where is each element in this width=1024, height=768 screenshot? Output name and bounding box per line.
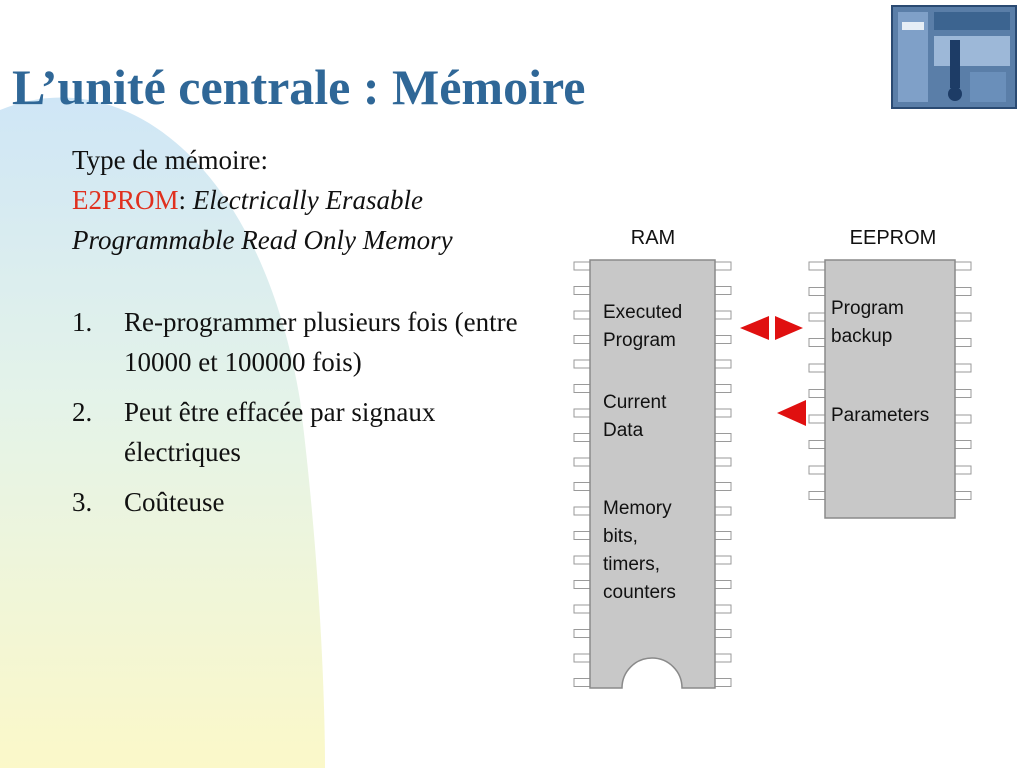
chip-pin <box>574 630 590 638</box>
chip-pin <box>809 364 825 372</box>
chip-pin <box>955 466 971 474</box>
chip-pin <box>955 262 971 270</box>
e2prom-colon: : <box>178 185 187 215</box>
chip-pin <box>809 313 825 321</box>
chip-pin <box>574 483 590 491</box>
chip-pin <box>574 360 590 368</box>
chip-pin <box>574 654 590 662</box>
chip-pin <box>809 262 825 270</box>
list-item <box>72 482 532 522</box>
slide-title: L’unité centrale : Mémoire <box>12 59 586 115</box>
eeprom-block-text: Program <box>831 298 904 319</box>
chip-pin <box>715 458 731 466</box>
ram-label: RAM <box>630 227 676 249</box>
chip-pin <box>809 492 825 500</box>
ram-block-text: Data <box>603 420 644 441</box>
arrow-right-icon <box>775 316 803 340</box>
chip-pin <box>955 364 971 372</box>
list-item <box>72 302 532 382</box>
chip-pin <box>574 434 590 442</box>
eeprom-label: EEPROM <box>849 227 937 249</box>
memory-diagram <box>565 218 985 698</box>
list-text: Re-programmer plusieurs fois (entre 10000 et 100000 fois) <box>124 307 518 377</box>
ram-block-text: Memory <box>603 498 672 519</box>
e2prom-label: E2PROM <box>72 185 179 215</box>
chip-pin <box>574 532 590 540</box>
chip-pin <box>715 385 731 393</box>
chip-pin <box>574 262 590 270</box>
chip-pin <box>809 466 825 474</box>
chip-pin <box>955 492 971 500</box>
chip-pin <box>715 654 731 662</box>
chip-pin <box>715 605 731 613</box>
chip-pin <box>715 262 731 270</box>
chip-pin <box>955 415 971 423</box>
ram-block-text: Current <box>603 392 667 413</box>
chip-pin <box>574 409 590 417</box>
eeprom-block-text: backup <box>831 326 893 347</box>
chip-pin <box>574 385 590 393</box>
memory-type-intro: Type de mémoire: <box>72 145 269 175</box>
list-text: Peut être effacée par signaux électriques <box>124 397 436 467</box>
ram-block-text: bits, <box>603 526 638 547</box>
chip-pin <box>715 360 731 368</box>
chip-pin <box>809 339 825 347</box>
chip-pin <box>955 288 971 296</box>
chip-pin <box>574 507 590 515</box>
chip-pin <box>809 288 825 296</box>
chip-pin <box>715 556 731 564</box>
list-number: 1. <box>72 307 93 337</box>
chip-pin <box>809 415 825 423</box>
e2prom-line <box>72 180 532 260</box>
ram-block-text: counters <box>603 582 676 603</box>
list-item <box>72 392 532 472</box>
list-text: Coûteuse <box>124 487 225 517</box>
chip-pin <box>574 581 590 589</box>
ram-chip <box>590 260 715 688</box>
e2prom-definition: Electrically Erasable Programmable Read Only Memory <box>72 185 453 255</box>
chip-pin <box>574 605 590 613</box>
chip-pin <box>715 409 731 417</box>
chip-pin <box>715 630 731 638</box>
chip-pin <box>955 441 971 449</box>
ram-block-text: timers, <box>603 554 660 575</box>
chip-pin <box>715 581 731 589</box>
chip-pin <box>715 311 731 319</box>
chip-pin <box>715 336 731 344</box>
chip-pin <box>574 458 590 466</box>
chip-pin <box>809 390 825 398</box>
chip-pin <box>955 390 971 398</box>
chip-pin <box>715 679 731 687</box>
list-number: 3. <box>72 487 93 517</box>
chip-pin <box>574 287 590 295</box>
arrow-left-icon <box>740 316 769 340</box>
chip-pin <box>715 483 731 491</box>
properties-list <box>72 302 532 522</box>
ram-block-text: Program <box>603 330 676 351</box>
chip-pin <box>574 556 590 564</box>
chip-pin <box>955 313 971 321</box>
ram-block-text: Executed <box>603 302 683 323</box>
chip-pin <box>574 311 590 319</box>
eeprom-block-text: Parameters <box>831 405 930 426</box>
plc-device-icon <box>890 2 1020 112</box>
arrow-left-icon <box>777 400 806 426</box>
slide-body <box>72 140 532 532</box>
chip-pin <box>574 679 590 687</box>
chip-pin <box>574 336 590 344</box>
chip-pin <box>715 287 731 295</box>
chip-pin <box>809 441 825 449</box>
chip-pin <box>715 434 731 442</box>
chip-pin <box>955 339 971 347</box>
chip-pin <box>715 507 731 515</box>
chip-pin <box>715 532 731 540</box>
list-number: 2. <box>72 397 93 427</box>
